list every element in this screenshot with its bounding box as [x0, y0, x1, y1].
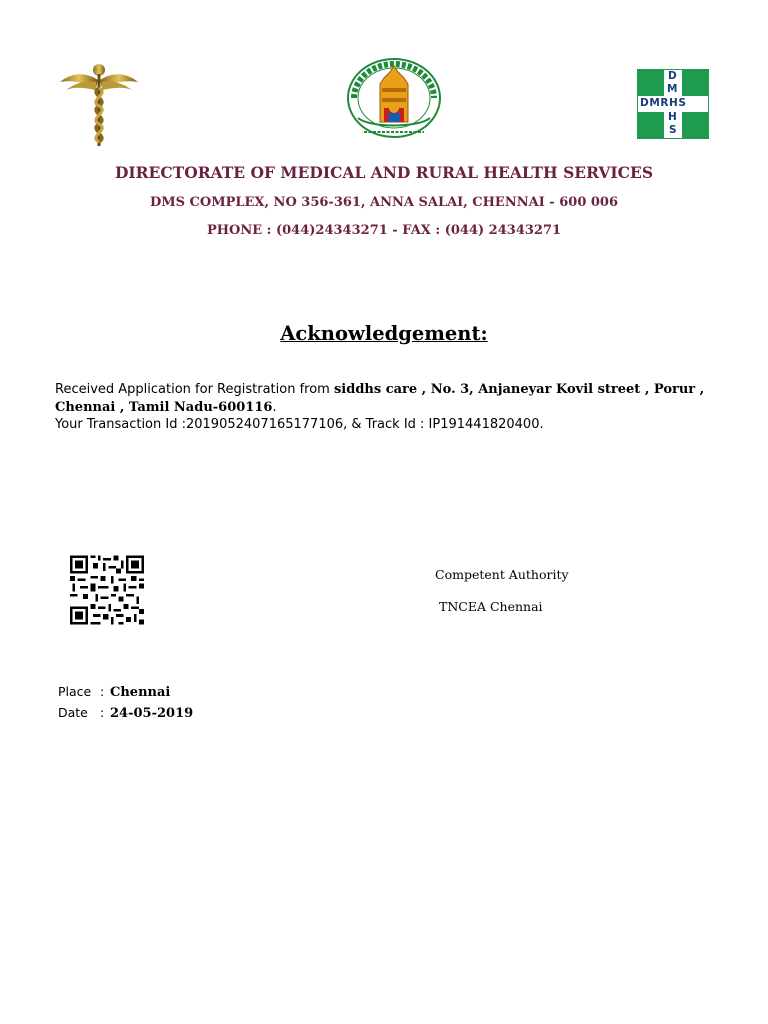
tamil-nadu-emblem: [346, 58, 442, 140]
dmrhs-letter: H: [668, 111, 677, 123]
received-statement: [55, 381, 735, 417]
dmrhs-letter: S: [669, 124, 677, 136]
transaction-details: Your Transaction Id :2019052407165177106, & Track Id : IP191441820400.: [55, 417, 544, 432]
caduceus-logo: [58, 58, 140, 150]
applicant-address-line1: siddhs care , No. 3, Anjaneyar Kovil street , Porur ,: [333, 382, 705, 397]
date-separator: :: [100, 705, 105, 720]
qr-code: [70, 555, 144, 625]
organization-contact: PHONE : (044)24343271 - FAX : (044) 24343271: [206, 223, 562, 238]
document-heading: Acknowledgement:: [280, 322, 488, 345]
period: .: [272, 400, 277, 415]
date-value: 24-05-2019: [110, 706, 194, 721]
dmrhs-word: DMRHS: [640, 97, 687, 109]
place-separator: :: [100, 684, 105, 699]
received-prefix: Received Application for Registration from: [55, 382, 334, 397]
date-label: Date: [58, 705, 88, 720]
place-value: Chennai: [110, 685, 171, 700]
competent-authority-label: Competent Authority: [435, 567, 569, 582]
organization-title: DIRECTORATE OF MEDICAL AND RURAL HEALTH SERVICES: [114, 163, 654, 182]
organization-address: DMS COMPLEX, NO 356-361, ANNA SALAI, CHENNAI - 600 006: [149, 195, 619, 210]
dmrhs-letter: D: [668, 70, 677, 82]
date-row: [58, 705, 193, 721]
authority-office: TNCEA Chennai: [439, 599, 543, 614]
dmrhs-letter: M: [667, 83, 678, 95]
applicant-address-line2: Chennai , Tamil Nadu-600116: [55, 400, 273, 415]
place-label: Place: [58, 684, 92, 699]
place-row: [58, 684, 170, 700]
